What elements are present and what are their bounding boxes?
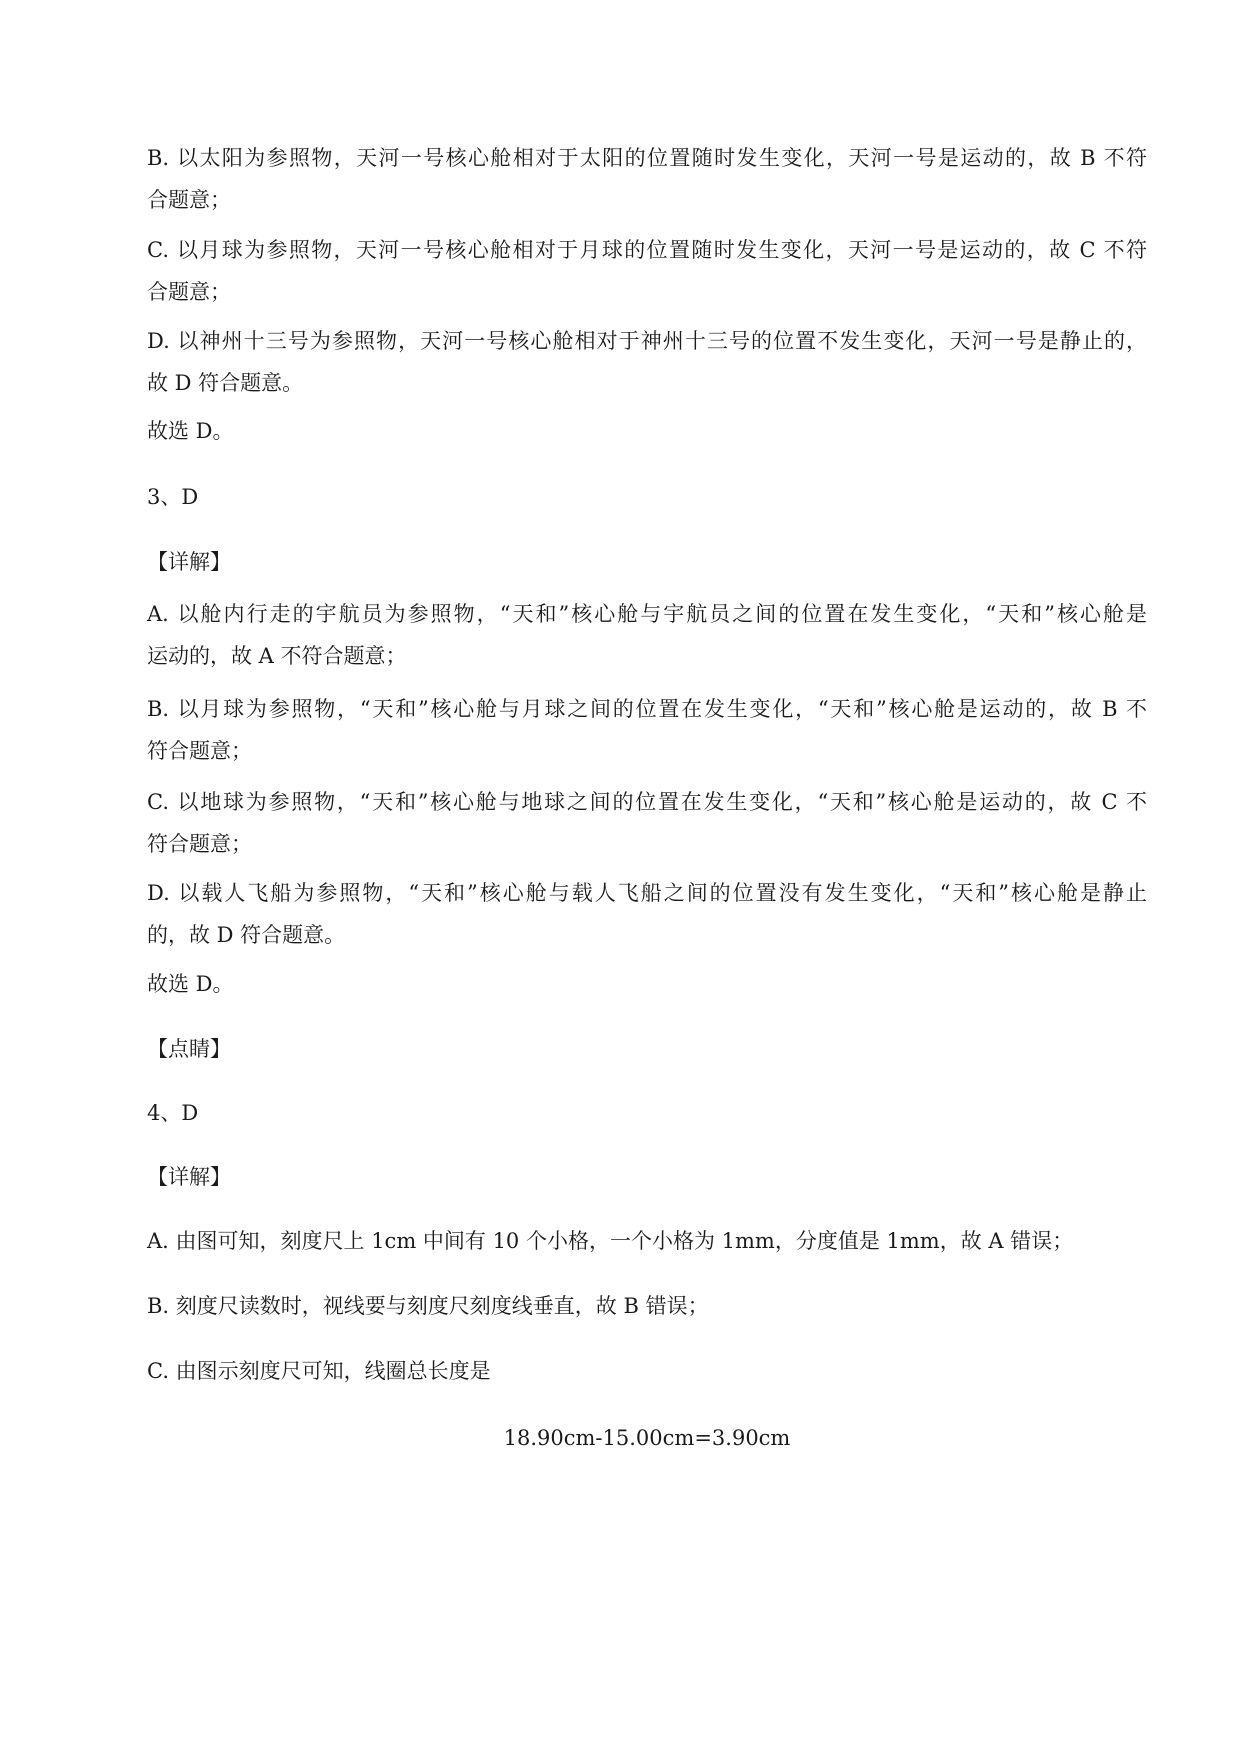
text-line: 运动的，故 A 不符合题意； xyxy=(147,644,407,668)
section-heading-explanation xyxy=(147,541,1147,583)
text-line: 合题意； xyxy=(147,280,231,304)
paragraph-d-shenzhou xyxy=(147,320,1147,404)
section-heading-point xyxy=(147,1028,1147,1070)
answer-line xyxy=(147,410,1147,452)
paragraph-c-moon xyxy=(147,229,1147,313)
text-line: 4、D xyxy=(147,1101,199,1125)
answer-line xyxy=(147,963,1147,1005)
text-line: 合题意； xyxy=(147,188,231,212)
text-line: A. 由图可知，刻度尺上 1cm 中间有 10 个小格，一个小格为 1mm，分度值是 1mm，故 A 错误； xyxy=(147,1229,1074,1253)
paragraph-c-coil xyxy=(147,1350,1147,1392)
text-line: 故 D 符合题意。 xyxy=(147,371,304,395)
text-line: 【详解】 xyxy=(147,550,231,574)
text-line: B. 以月球为参照物，“天和”核心舱与月球之间的位置在发生变化，“天和”核心舱是运动的，故 B 不 xyxy=(147,697,1147,721)
text-line: 故选 D。 xyxy=(147,972,234,996)
text-line: 3、D xyxy=(147,485,199,509)
text-line: C. 由图示刻度尺可知，线圈总长度是 xyxy=(147,1359,491,1383)
paragraph-b-sun xyxy=(147,137,1147,221)
question-number xyxy=(147,1092,1147,1134)
paragraph-b-ruler xyxy=(147,1285,1147,1327)
paragraph-b-moon xyxy=(147,688,1147,772)
formula: 18.90cm-15.00cm=3.90cm xyxy=(503,1426,791,1450)
text-line: 【详解】 xyxy=(147,1165,231,1189)
text-line: 【点睛】 xyxy=(147,1037,231,1061)
text-line: 故选 D。 xyxy=(147,419,234,443)
text-line: A. 以舱内行走的宇航员为参照物，“天和”核心舱与宇航员之间的位置在发生变化，“天和”核心舱是 xyxy=(147,602,1147,626)
text-line: 的，故 D 符合题意。 xyxy=(147,923,346,947)
text-line: 符合题意； xyxy=(147,739,252,763)
paragraph-a-astronaut xyxy=(147,593,1147,677)
text-line: C. 以月球为参照物，天河一号核心舱相对于月球的位置随时发生变化，天河一号是运动的，故 C 不符 xyxy=(147,238,1147,262)
paragraph-a-ruler xyxy=(147,1220,1147,1262)
text-line: 符合题意； xyxy=(147,832,252,856)
text-line: B. 刻度尺读数时，视线要与刻度尺刻度线垂直，故 B 错误； xyxy=(147,1294,709,1318)
text-line: D. 以载人飞船为参照物，“天和”核心舱与载人飞船之间的位置没有发生变化，“天和”核心舱是静止 xyxy=(147,881,1147,905)
paragraph-d-spaceship xyxy=(147,872,1147,956)
text-line: B. 以太阳为参照物，天河一号核心舱相对于太阳的位置随时发生变化，天河一号是运动的，故 B 不符 xyxy=(147,146,1147,170)
question-number xyxy=(147,476,1147,518)
text-line: D. 以神州十三号为参照物，天河一号核心舱相对于神州十三号的位置不发生变化，天河一号是静止的， xyxy=(147,329,1147,353)
paragraph-c-earth xyxy=(147,781,1147,865)
text-line: C. 以地球为参照物，“天和”核心舱与地球之间的位置在发生变化，“天和”核心舱是运动的，故 C 不 xyxy=(147,790,1147,814)
section-heading-explanation xyxy=(147,1156,1147,1198)
